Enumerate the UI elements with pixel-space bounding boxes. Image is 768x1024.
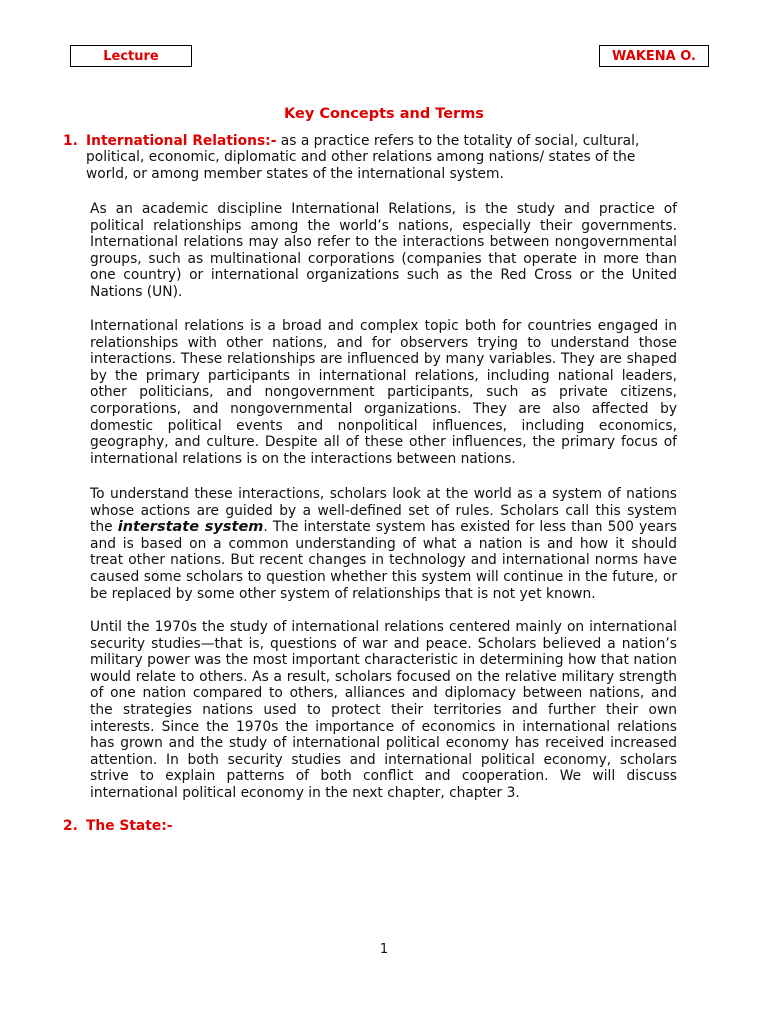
lecture-label: Lecture	[103, 48, 159, 64]
paragraph-4: Until the 1970s the study of international relations centered mainly on international security studies—that is, questions of war and peace. Scholars believed a nation’s military power was the most important characteristic in determining how that nation would relate to others. As a result, scholars focused on the relative military strength of one nation compared to others, alliances and diplomacy between nations, and the strategies nations used to protect their territories and further their own interests. Since the 1970s the importance of economics in international relations has grown and the study of international political economy has received increased attention. In both security studies and international political economy, scholars strive to explain patterns of both conflict and cooperation. We will discuss international political economy in the next chapter, chapter 3.	[90, 619, 677, 801]
paragraph-3-part-b: . The interstate system has existed for less than 500 years and is based on a common understanding of what a nation is and how it should treat other nations. But recent changes in technology and international norms have caused some scholars to question whether this system will continue in the future, or be replaced by some other system of relationships that is not yet known.	[90, 519, 677, 602]
page-number: 1	[379, 942, 389, 957]
paragraph-2: International relations is a broad and complex topic both for countries engaged in relationships with other nations, and for observers trying to understand those interactions. These relationships are influenced by many variables. They are shaped by the primary participants in international relations, including national leaders, other politicians, and nongovernment participants, such as private citizens, corporations, and nongovernmental organizations. They are also affected by domestic political events and nonpolitical influences, including economics, geography, and culture. Despite all of these other influences, the primary focus of international relations is on the interactions between nations.	[90, 318, 677, 467]
section-2-body	[86, 818, 653, 834]
section-1-number: 1.	[63, 133, 78, 149]
section-2	[63, 818, 653, 834]
section-1-intro: as a practice refers to the totality of social, cultural, political, economic, diplomatic and other relations among nations/ states of the world, or among member states of the international system.	[86, 133, 640, 182]
paragraph-3	[90, 486, 677, 602]
section-1	[63, 133, 653, 182]
author-label: WAKENA O.	[612, 48, 696, 64]
section-2-number: 2.	[63, 818, 78, 834]
section-1-body	[86, 133, 653, 182]
section-2-heading: The State:-	[86, 818, 173, 834]
paragraph-1: As an academic discipline International Relations, is the study and practice of political relationships among the world’s nations, especially their governments. International relations may also refer to the interactions between nongovernmental groups, such as multinational corporations (companies that operate in more than one country) or international organizations such as the Red Cross or the United Nations (UN).	[90, 201, 677, 300]
interstate-system-term: interstate system	[117, 519, 264, 536]
paragraph-3-part-a: To understand these interactions, scholars look at the world as a system of nations whose actions are guided by a well-defined set of rules. Scholars call this system the	[90, 486, 677, 536]
lecture-label-box	[70, 45, 192, 67]
document-title: Key Concepts and Terms	[284, 106, 484, 122]
author-label-box	[599, 45, 709, 67]
section-1-heading: International Relations:-	[86, 133, 277, 149]
